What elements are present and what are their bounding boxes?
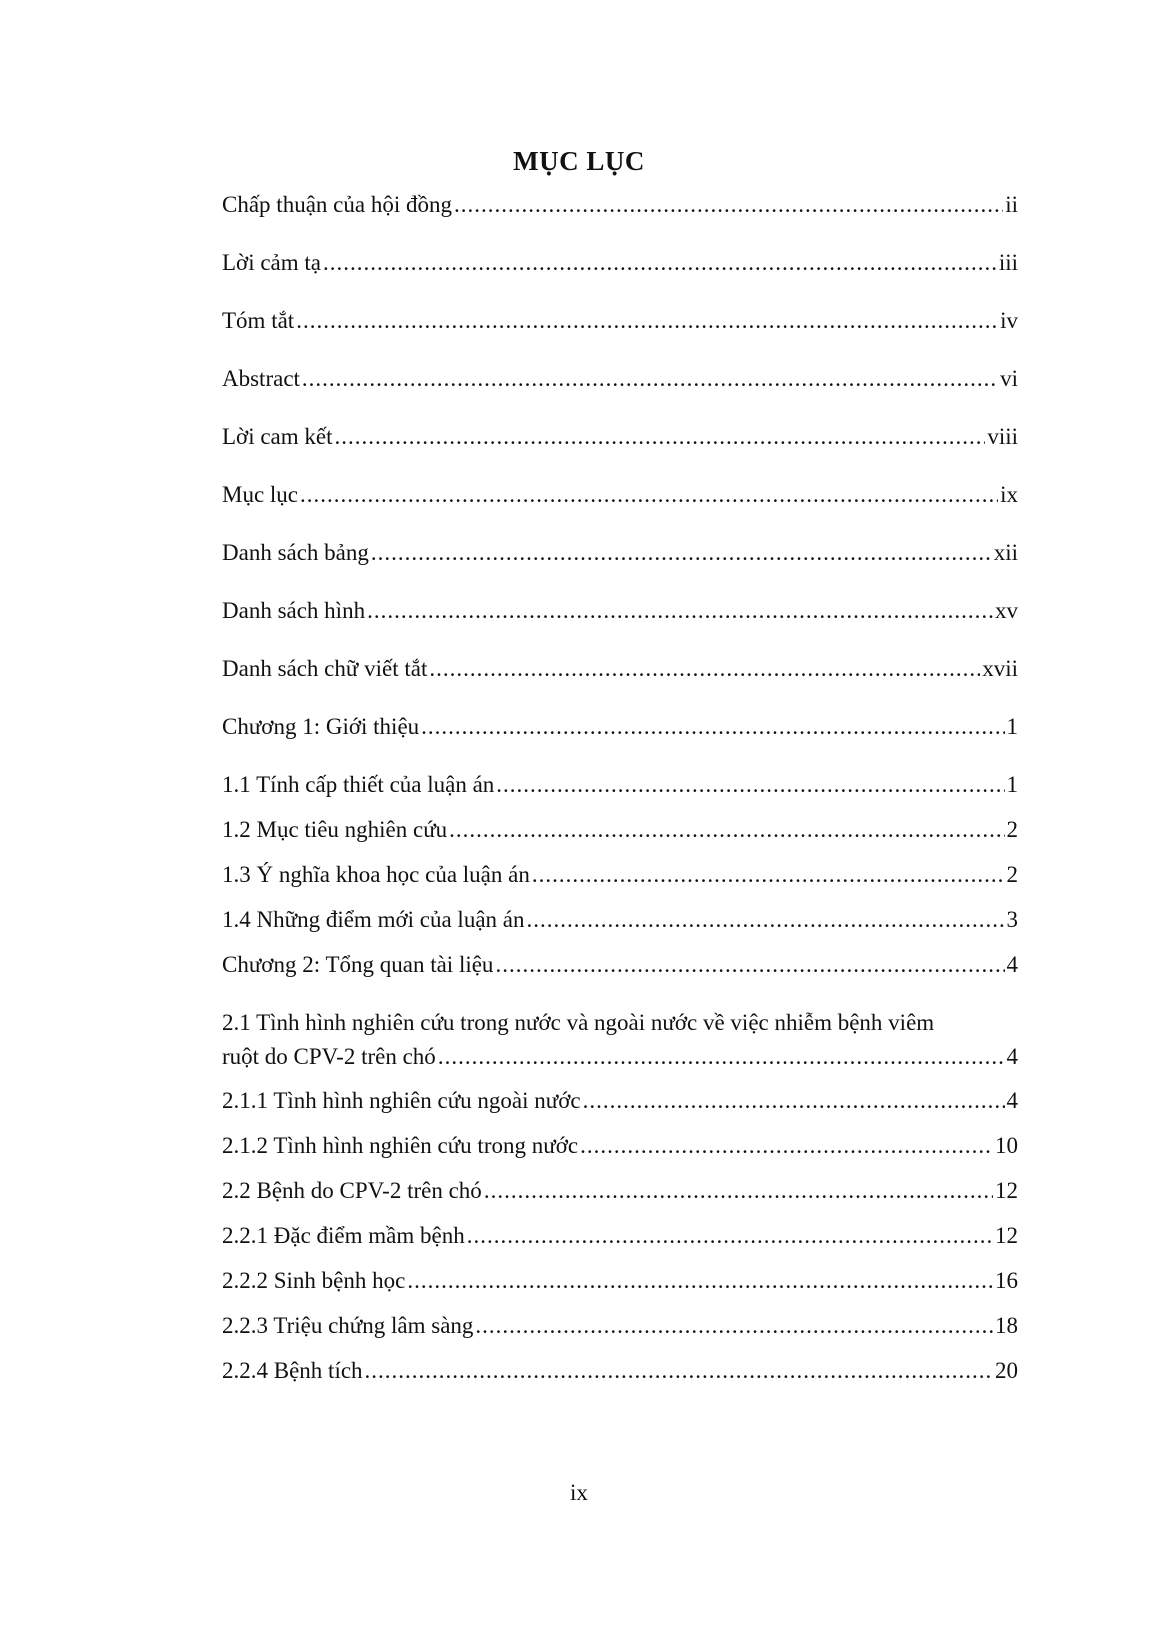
toc-entry-label: 1.1 Tính cấp thiết của luận án	[222, 772, 495, 797]
toc-entry-label: Lời cảm tạ	[222, 250, 322, 275]
dot-leader	[296, 306, 998, 336]
page-number: ix	[570, 1480, 588, 1505]
toc-entry-label: 2.1 Tình hình nghiên cứu trong nước và ngoài nước về việc nhiễm bệnh viêm	[222, 1010, 935, 1035]
dot-leader	[449, 815, 1004, 845]
dot-leader	[421, 712, 1004, 742]
toc-entry-label: 1.2 Mục tiêu nghiên cứu	[222, 817, 448, 842]
toc-entry	[222, 712, 1018, 742]
dot-leader	[407, 1266, 993, 1296]
toc-entry	[222, 1266, 1018, 1296]
toc-entry-label: Tóm tắt	[222, 308, 295, 333]
toc-entry	[222, 422, 1018, 452]
toc-entry-page: 4	[1006, 1088, 1018, 1113]
toc-entry	[222, 950, 1018, 980]
toc-entry	[222, 654, 1018, 684]
toc-entry-page: iii	[998, 250, 1018, 275]
toc-entry-label: Danh sách bảng	[222, 540, 369, 565]
dot-leader	[495, 950, 1004, 980]
toc-entry-page: 2	[1006, 862, 1018, 887]
toc-entry	[222, 596, 1018, 626]
dot-leader	[454, 190, 1003, 220]
toc-entry-label: Chương 1: Giới thiệu	[222, 714, 420, 739]
toc-entry-page: xvii	[982, 656, 1018, 681]
dot-leader	[496, 770, 1004, 800]
toc-entry-page: 10	[995, 1133, 1018, 1158]
dot-leader	[429, 654, 980, 684]
toc-entry-label: 2.2 Bệnh do CPV-2 trên chó	[222, 1178, 482, 1203]
toc-entry-page: ii	[1005, 192, 1018, 217]
dot-leader	[335, 422, 986, 452]
toc-entry-continuation	[222, 1042, 1018, 1072]
dot-leader	[467, 1221, 993, 1251]
toc-entry-page: 16	[995, 1268, 1018, 1293]
toc-entry-page: 18	[995, 1313, 1018, 1338]
dot-leader	[580, 1131, 993, 1161]
toc-entry	[222, 1008, 1018, 1072]
toc-entry	[222, 1131, 1018, 1161]
toc-entry-page: xv	[995, 598, 1018, 623]
toc-entry-label: 1.3 Ý nghĩa khoa học của luận án	[222, 862, 530, 887]
toc-entry	[222, 1176, 1018, 1206]
toc-entry-page: 3	[1006, 907, 1018, 932]
toc-entry-page: 1	[1006, 714, 1018, 739]
dot-leader	[475, 1311, 993, 1341]
toc-entry	[222, 860, 1018, 890]
dot-leader	[484, 1176, 993, 1206]
toc-entry-label: 1.4 Những điểm mới của luận án	[222, 907, 525, 932]
toc-entry-page: 12	[995, 1223, 1018, 1248]
dot-leader	[323, 248, 997, 278]
toc-entry-label: Danh sách chữ viết tắt	[222, 656, 428, 681]
toc-entry-page: 12	[995, 1178, 1018, 1203]
toc-entry-label: Mục lục	[222, 482, 299, 507]
toc-entry-label: Lời cam kết	[222, 424, 333, 449]
toc-entry	[222, 815, 1018, 845]
toc-entry	[222, 770, 1018, 800]
toc-entry-label: 2.1.1 Tình hình nghiên cứu ngoài nước	[222, 1088, 581, 1113]
toc-entry-page: ix	[1000, 482, 1018, 507]
dot-leader	[583, 1086, 1005, 1116]
toc-entry-label: 2.2.3 Triệu chứng lâm sàng	[222, 1313, 474, 1338]
toc-entry-page: iv	[1000, 308, 1018, 333]
toc-entry-page: 4	[1006, 1044, 1018, 1069]
dot-leader	[371, 538, 992, 568]
toc-entry	[222, 538, 1018, 568]
toc-entry	[222, 905, 1018, 935]
dot-leader	[532, 860, 1005, 890]
toc-entry-page: 4	[1006, 952, 1018, 977]
toc-entry	[222, 190, 1018, 220]
table-of-contents	[222, 0, 1018, 1637]
toc-entry-label: ruột do CPV-2 trên chó	[222, 1044, 436, 1069]
toc-entry-page: 1	[1006, 772, 1018, 797]
toc-entry-page: 20	[995, 1358, 1018, 1383]
dot-leader	[526, 905, 1004, 935]
dot-leader	[300, 480, 998, 510]
toc-entry	[222, 248, 1018, 278]
dot-leader	[302, 364, 998, 394]
toc-entry-label: 2.2.4 Bệnh tích	[222, 1358, 363, 1383]
toc-entry-label: Danh sách hình	[222, 598, 366, 623]
toc-entry-label: 2.1.2 Tình hình nghiên cứu trong nước	[222, 1133, 579, 1158]
toc-entry	[222, 1311, 1018, 1341]
toc-entry	[222, 364, 1018, 394]
dot-leader	[365, 1356, 993, 1386]
toc-entry	[222, 1086, 1018, 1116]
toc-entry-label: 2.2.1 Đặc điểm mầm bệnh	[222, 1223, 465, 1248]
toc-entry-label: 2.2.2 Sinh bệnh học	[222, 1268, 406, 1293]
toc-entry-page: vi	[1000, 366, 1018, 391]
toc-entry	[222, 1356, 1018, 1386]
toc-entry-page: viii	[987, 424, 1018, 449]
dot-leader	[367, 596, 993, 626]
toc-entry	[222, 1221, 1018, 1251]
toc-entry-page: 2	[1006, 817, 1018, 842]
dot-leader	[438, 1042, 1005, 1072]
toc-entry-label: Chấp thuận của hội đồng	[222, 192, 452, 217]
page-title: MỤC LỤC	[513, 146, 645, 176]
toc-entry-label: Abstract	[222, 366, 300, 391]
toc-entry-label: Chương 2: Tổng quan tài liệu	[222, 952, 494, 977]
toc-entry-page: xii	[993, 540, 1018, 565]
toc-entry	[222, 306, 1018, 336]
toc-entry	[222, 480, 1018, 510]
